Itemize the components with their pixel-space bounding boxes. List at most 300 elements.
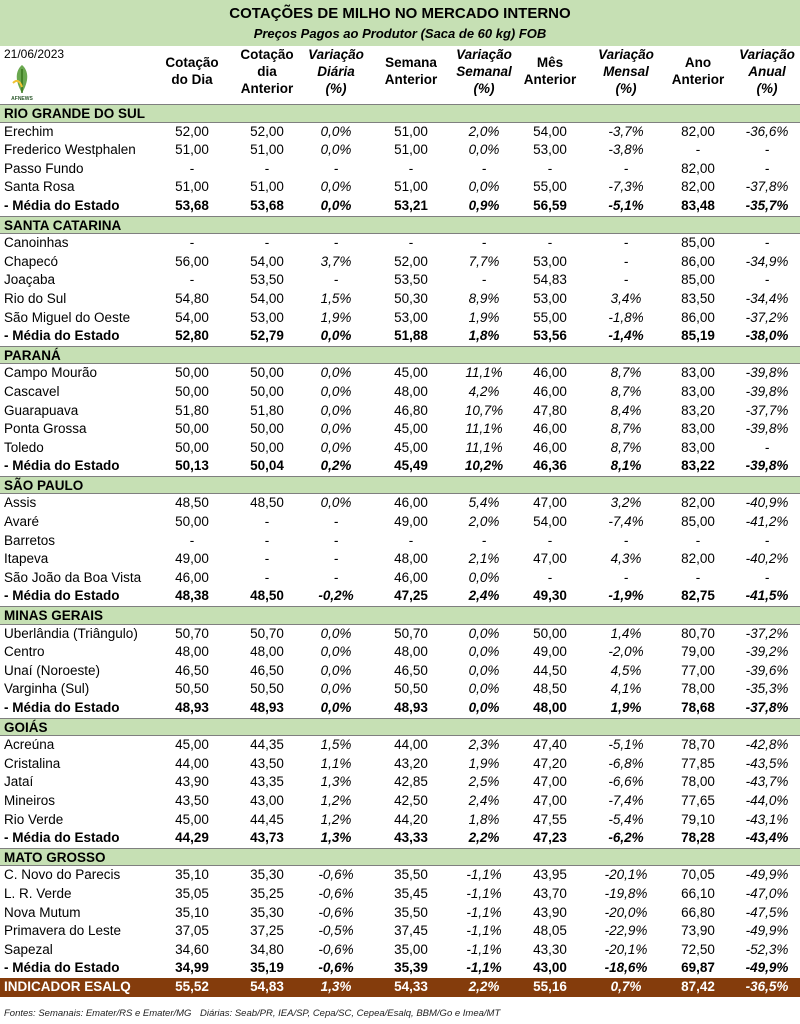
value-cell: 35,19 — [250, 960, 284, 976]
value-cell: 0,0% — [320, 383, 352, 399]
value-cell: -37,2% — [745, 309, 789, 325]
value-cell: -35,3% — [745, 681, 789, 697]
value-cell: 0,0% — [468, 569, 500, 585]
value-cell: 48,00 — [394, 383, 428, 399]
value-cell: 56,00 — [175, 253, 209, 269]
value-cell: - — [189, 272, 195, 288]
value-cell: 46,36 — [533, 458, 567, 474]
value-cell: 8,7% — [610, 383, 642, 399]
location-name: Barretos — [4, 532, 56, 548]
value-cell: 2,0% — [468, 514, 500, 530]
value-cell: 2,3% — [468, 737, 500, 753]
table-row — [0, 866, 800, 885]
value-cell: 51,80 — [250, 402, 284, 418]
value-cell: 0,0% — [320, 625, 352, 641]
value-cell: 53,00 — [394, 309, 428, 325]
value-cell: - — [408, 160, 414, 176]
value-cell: -1,9% — [608, 588, 644, 604]
value-cell: 53,00 — [533, 290, 567, 306]
value-cell: 50,30 — [394, 290, 428, 306]
value-cell: 51,00 — [175, 179, 209, 195]
value-cell: - — [264, 160, 270, 176]
location-name: Santa Rosa — [4, 179, 75, 195]
value-cell: -3,7% — [608, 123, 644, 139]
table-row — [0, 550, 800, 569]
value-cell: - — [623, 569, 629, 585]
value-cell: -1,1% — [466, 885, 502, 901]
location-name: Acreúna — [4, 737, 55, 753]
value-cell: 47,25 — [394, 588, 428, 604]
value-cell: 53,68 — [250, 197, 284, 213]
value-cell: - — [481, 272, 487, 288]
value-cell: 48,50 — [250, 588, 284, 604]
location-name: Toledo — [4, 439, 44, 455]
value-cell: 45,00 — [175, 811, 209, 827]
location-name: Rio do Sul — [4, 290, 67, 306]
column-header: Variação Mensal (%) — [598, 47, 654, 96]
location-name: Joaçaba — [4, 272, 56, 288]
value-cell: 1,9% — [468, 309, 500, 325]
value-cell: 79,10 — [681, 811, 715, 827]
value-cell: 44,00 — [394, 737, 428, 753]
value-cell: 51,00 — [394, 179, 428, 195]
location-name: Rio Verde — [4, 811, 64, 827]
state-average-row — [0, 327, 800, 346]
value-cell: 52,80 — [175, 328, 209, 344]
table-row — [0, 922, 800, 941]
value-cell: 49,00 — [394, 514, 428, 530]
value-cell: 72,50 — [681, 941, 715, 957]
value-cell: 54,00 — [250, 290, 284, 306]
value-cell: 35,10 — [175, 867, 209, 883]
value-cell: - — [764, 439, 770, 455]
table-row — [0, 941, 800, 960]
value-cell: -0,6% — [318, 885, 354, 901]
footer-daily-sources: Diárias: Seab/PR, IEA/SP, Cepa/SC, Cepea/Esalq, BBM/Go e Imea/MT — [200, 1008, 501, 1019]
table-row — [0, 773, 800, 792]
value-cell: 37,25 — [250, 923, 284, 939]
value-cell: 0,0% — [468, 644, 500, 660]
value-cell: 1,3% — [320, 830, 352, 846]
value-cell: -49,9% — [745, 960, 789, 976]
value-cell: 54,83 — [533, 272, 567, 288]
value-cell: 53,50 — [250, 272, 284, 288]
location-name: INDICADOR ESALQ — [4, 978, 131, 994]
value-cell: -43,1% — [745, 811, 789, 827]
value-cell: 0,0% — [320, 365, 352, 381]
value-cell: -0,6% — [318, 960, 354, 976]
value-cell: 56,59 — [533, 197, 567, 213]
value-cell: 0,0% — [320, 439, 352, 455]
value-cell: -47,0% — [745, 885, 789, 901]
location-name: Sapezal — [4, 941, 53, 957]
value-cell: 44,35 — [250, 737, 284, 753]
value-cell: - — [481, 160, 487, 176]
table-row — [0, 755, 800, 774]
value-cell: 50,00 — [250, 421, 284, 437]
value-cell: - — [189, 532, 195, 548]
section-header-row — [0, 848, 800, 867]
value-cell: 43,00 — [250, 792, 284, 808]
value-cell: -34,9% — [745, 253, 789, 269]
location-name: - Média do Estado — [4, 700, 120, 715]
value-cell: 53,56 — [533, 328, 567, 344]
state-average-row — [0, 959, 800, 978]
value-cell: - — [547, 569, 553, 585]
location-name: São João da Boa Vista — [4, 569, 142, 585]
value-cell: 43,73 — [250, 830, 284, 846]
value-cell: -49,9% — [745, 867, 789, 883]
value-cell: 48,00 — [175, 644, 209, 660]
value-cell: 3,7% — [320, 253, 352, 269]
value-cell: 48,00 — [394, 644, 428, 660]
value-cell: -20,1% — [604, 941, 648, 957]
value-cell: -41,5% — [745, 588, 789, 604]
table-row — [0, 309, 800, 328]
column-header: Cotação dia Anterior — [240, 47, 294, 96]
value-cell: 34,80 — [250, 941, 284, 957]
value-cell: 35,25 — [250, 885, 284, 901]
value-cell: 10,7% — [464, 402, 504, 418]
value-cell: 54,00 — [250, 253, 284, 269]
table-row — [0, 736, 800, 755]
value-cell: 77,85 — [681, 755, 715, 771]
location-name: Guarapuava — [4, 402, 79, 418]
table-row — [0, 662, 800, 681]
value-cell: - — [264, 532, 270, 548]
value-cell: -1,1% — [466, 941, 502, 957]
page-title: COTAÇÕES DE MILHO NO MERCADO INTERNO — [229, 5, 571, 22]
value-cell: 43,33 — [394, 830, 428, 846]
state-name: SANTA CATARINA — [4, 217, 122, 233]
location-name: Jataí — [4, 774, 34, 790]
page-subtitle: Preços Pagos ao Produtor (Saca de 60 kg) FOB — [253, 26, 547, 41]
value-cell: -22,9% — [604, 923, 648, 939]
value-cell: 4,1% — [610, 681, 642, 697]
table-row — [0, 494, 800, 513]
location-name: Itapeva — [4, 551, 49, 567]
value-cell: -6,2% — [608, 830, 644, 846]
value-cell: -39,6% — [745, 662, 789, 678]
location-name: Assis — [4, 495, 37, 511]
table-row — [0, 792, 800, 811]
table-row — [0, 885, 800, 904]
value-cell: - — [764, 272, 770, 288]
value-cell: -1,1% — [466, 923, 502, 939]
table-row — [0, 234, 800, 253]
value-cell: -36,6% — [745, 123, 789, 139]
value-cell: 0,0% — [320, 197, 352, 213]
value-cell: 2,1% — [468, 551, 500, 567]
state-name: GOIÁS — [4, 719, 48, 735]
location-name: - Média do Estado — [4, 197, 120, 213]
value-cell: 83,20 — [681, 402, 715, 418]
value-cell: 42,85 — [394, 774, 428, 790]
section-header-row — [0, 346, 800, 365]
value-cell: 35,30 — [250, 904, 284, 920]
value-cell: 43,50 — [175, 792, 209, 808]
value-cell: -0,6% — [318, 941, 354, 957]
value-cell: 35,05 — [175, 885, 209, 901]
value-cell: 78,28 — [681, 830, 715, 846]
value-cell: 48,00 — [394, 551, 428, 567]
value-cell: 43,35 — [250, 774, 284, 790]
value-cell: 1,9% — [610, 700, 642, 715]
value-cell: 85,00 — [681, 514, 715, 530]
value-cell: 0,0% — [320, 495, 352, 511]
value-cell: 43,90 — [175, 774, 209, 790]
value-cell: 43,00 — [533, 960, 567, 976]
value-cell: 1,5% — [320, 290, 352, 306]
value-cell: -19,8% — [604, 885, 648, 901]
location-name: Avaré — [4, 514, 40, 530]
value-cell: 53,00 — [533, 253, 567, 269]
value-cell: 49,30 — [533, 588, 567, 604]
value-cell: 52,79 — [250, 328, 284, 344]
state-average-row — [0, 829, 800, 848]
value-cell: 35,30 — [250, 867, 284, 883]
column-header: Variação Diária (%) — [308, 47, 364, 96]
column-header: Semana Anterior — [384, 55, 438, 87]
value-cell: 0,0% — [320, 700, 352, 715]
value-cell: 46,80 — [394, 402, 428, 418]
value-cell: -43,4% — [745, 830, 789, 846]
value-cell: 1,9% — [468, 755, 500, 771]
location-name: Primavera do Leste — [4, 923, 122, 939]
value-cell: 46,00 — [533, 439, 567, 455]
value-cell: 70,05 — [681, 867, 715, 883]
value-cell: 78,68 — [681, 700, 715, 715]
date-label: 21/06/2023 — [4, 47, 65, 61]
value-cell: 85,19 — [681, 328, 715, 344]
value-cell: 50,00 — [250, 439, 284, 455]
value-cell: 73,90 — [681, 923, 715, 939]
value-cell: 85,00 — [681, 235, 715, 251]
table-row — [0, 680, 800, 699]
value-cell: 54,00 — [175, 309, 209, 325]
state-name: PARANÁ — [4, 347, 61, 363]
value-cell: -37,2% — [745, 625, 789, 641]
value-cell: 83,00 — [681, 439, 715, 455]
value-cell: -0,6% — [318, 904, 354, 920]
value-cell: 54,00 — [533, 514, 567, 530]
location-name: São Miguel do Oeste — [4, 309, 131, 325]
value-cell: 50,50 — [250, 681, 284, 697]
value-cell: 35,45 — [394, 885, 428, 901]
value-cell: 78,70 — [681, 737, 715, 753]
value-cell: - — [764, 235, 770, 251]
value-cell: 77,00 — [681, 662, 715, 678]
value-cell: 44,29 — [175, 830, 209, 846]
value-cell: -39,8% — [745, 421, 789, 437]
value-cell: -37,7% — [745, 402, 789, 418]
location-name: Cascavel — [4, 383, 60, 399]
value-cell: - — [695, 569, 701, 585]
value-cell: 1,4% — [610, 625, 642, 641]
value-cell: -41,2% — [745, 514, 789, 530]
value-cell: 51,80 — [175, 402, 209, 418]
value-cell: - — [623, 235, 629, 251]
value-cell: 82,00 — [681, 551, 715, 567]
value-cell: 45,00 — [394, 421, 428, 437]
value-cell: 0,0% — [468, 142, 500, 158]
value-cell: 51,00 — [394, 123, 428, 139]
value-cell: 45,00 — [175, 737, 209, 753]
value-cell: 1,1% — [320, 755, 352, 771]
value-cell: 0,0% — [320, 142, 352, 158]
value-cell: 0,0% — [320, 644, 352, 660]
value-cell: 46,00 — [533, 421, 567, 437]
section-header-row — [0, 606, 800, 625]
column-header: Cotação do Dia — [165, 55, 219, 87]
value-cell: -34,4% — [745, 290, 789, 306]
location-name: Uberlândia (Triângulo) — [4, 625, 138, 641]
value-cell: -7,4% — [608, 792, 644, 808]
table-row — [0, 364, 800, 383]
value-cell: 1,5% — [320, 737, 352, 753]
value-cell: 2,0% — [468, 123, 500, 139]
value-cell: -39,8% — [745, 458, 789, 474]
value-cell: 48,00 — [250, 644, 284, 660]
value-cell: - — [695, 532, 701, 548]
value-cell: 48,50 — [250, 495, 284, 511]
value-cell: - — [764, 569, 770, 585]
value-cell: 51,00 — [394, 142, 428, 158]
value-cell: 49,00 — [175, 551, 209, 567]
value-cell: - — [547, 160, 553, 176]
location-name: Varginha (Sul) — [4, 681, 90, 697]
value-cell: 34,99 — [175, 960, 209, 976]
value-cell: 48,93 — [394, 700, 428, 715]
value-cell: -43,7% — [745, 774, 789, 790]
location-name: Unaí (Noroeste) — [4, 662, 101, 678]
value-cell: 46,00 — [175, 569, 209, 585]
value-cell: 43,30 — [533, 941, 567, 957]
value-cell: 47,23 — [533, 830, 567, 846]
value-cell: 2,5% — [468, 774, 500, 790]
leaf-logo-icon — [9, 63, 35, 95]
value-cell: 48,93 — [175, 700, 209, 715]
location-name: - Média do Estado — [4, 830, 120, 846]
column-header: Mês Anterior — [523, 55, 577, 87]
value-cell: -20,0% — [604, 904, 648, 920]
value-cell: 0,0% — [320, 662, 352, 678]
price-table — [0, 104, 800, 997]
value-cell: 35,39 — [394, 960, 428, 976]
value-cell: 69,87 — [681, 960, 715, 976]
value-cell: 83,00 — [681, 421, 715, 437]
value-cell: 51,88 — [394, 328, 428, 344]
value-cell: 10,2% — [464, 458, 504, 474]
value-cell: 0,0% — [468, 662, 500, 678]
table-row — [0, 643, 800, 662]
value-cell: 83,00 — [681, 365, 715, 381]
location-name: Ponta Grossa — [4, 421, 87, 437]
value-cell: 46,00 — [394, 569, 428, 585]
table-row — [0, 178, 800, 197]
value-cell: 49,00 — [533, 644, 567, 660]
value-cell: 11,1% — [465, 421, 503, 437]
value-cell: 46,50 — [250, 662, 284, 678]
value-cell: 50,00 — [250, 365, 284, 381]
value-cell: 51,00 — [250, 179, 284, 195]
value-cell: 2,2% — [468, 830, 500, 846]
value-cell: 50,00 — [175, 421, 209, 437]
value-cell: - — [333, 569, 339, 585]
value-cell: -37,8% — [745, 179, 789, 195]
value-cell: 79,00 — [681, 644, 715, 660]
value-cell: 86,00 — [681, 309, 715, 325]
value-cell: 46,50 — [394, 662, 428, 678]
value-cell: 34,60 — [175, 941, 209, 957]
value-cell: 1,2% — [320, 811, 352, 827]
value-cell: 0,2% — [320, 458, 352, 474]
location-name: C. Novo do Parecis — [4, 867, 121, 883]
value-cell: 1,2% — [320, 792, 352, 808]
value-cell: 83,50 — [681, 290, 715, 306]
value-cell: 50,13 — [175, 458, 209, 474]
value-cell: 66,10 — [681, 885, 715, 901]
value-cell: - — [623, 532, 629, 548]
table-row — [0, 271, 800, 290]
value-cell: 46,00 — [533, 383, 567, 399]
logo-text: AFNEWS — [11, 96, 33, 102]
value-cell: 47,00 — [533, 551, 567, 567]
value-cell: - — [264, 551, 270, 567]
location-name: Passo Fundo — [4, 160, 84, 176]
value-cell: -7,4% — [608, 514, 644, 530]
table-row — [0, 439, 800, 458]
value-cell: 47,00 — [533, 495, 567, 511]
column-header: Variação Semanal (%) — [456, 47, 512, 96]
location-name: L. R. Verde — [4, 885, 72, 901]
value-cell: - — [264, 235, 270, 251]
value-cell: 78,00 — [681, 681, 715, 697]
value-cell: 0,7% — [610, 978, 642, 994]
value-cell: -2,0% — [608, 644, 644, 660]
value-cell: 11,1% — [465, 439, 503, 455]
value-cell: - — [695, 142, 701, 158]
value-cell: 8,1% — [610, 458, 642, 474]
value-cell: -1,4% — [608, 328, 644, 344]
column-header: Variação Anual (%) — [739, 47, 795, 96]
value-cell: 3,2% — [610, 495, 642, 511]
value-cell: - — [264, 514, 270, 530]
value-cell: 0,0% — [320, 123, 352, 139]
section-header-row — [0, 476, 800, 495]
value-cell: 54,80 — [175, 290, 209, 306]
location-name: Mineiros — [4, 792, 56, 808]
value-cell: 53,00 — [250, 309, 284, 325]
value-cell: - — [264, 569, 270, 585]
value-cell: -49,9% — [745, 923, 789, 939]
value-cell: 50,70 — [250, 625, 284, 641]
value-cell: 55,52 — [175, 978, 209, 994]
value-cell: 47,00 — [533, 774, 567, 790]
value-cell: 44,50 — [533, 662, 567, 678]
value-cell: 48,50 — [533, 681, 567, 697]
value-cell: 48,05 — [533, 923, 567, 939]
value-cell: - — [547, 235, 553, 251]
value-cell: 50,70 — [394, 625, 428, 641]
state-name: MATO GROSSO — [4, 849, 106, 865]
value-cell: - — [764, 532, 770, 548]
table-row — [0, 123, 800, 142]
value-cell: -40,9% — [745, 495, 789, 511]
value-cell: -43,5% — [745, 755, 789, 771]
value-cell: -20,1% — [604, 867, 648, 883]
value-cell: 43,20 — [394, 755, 428, 771]
